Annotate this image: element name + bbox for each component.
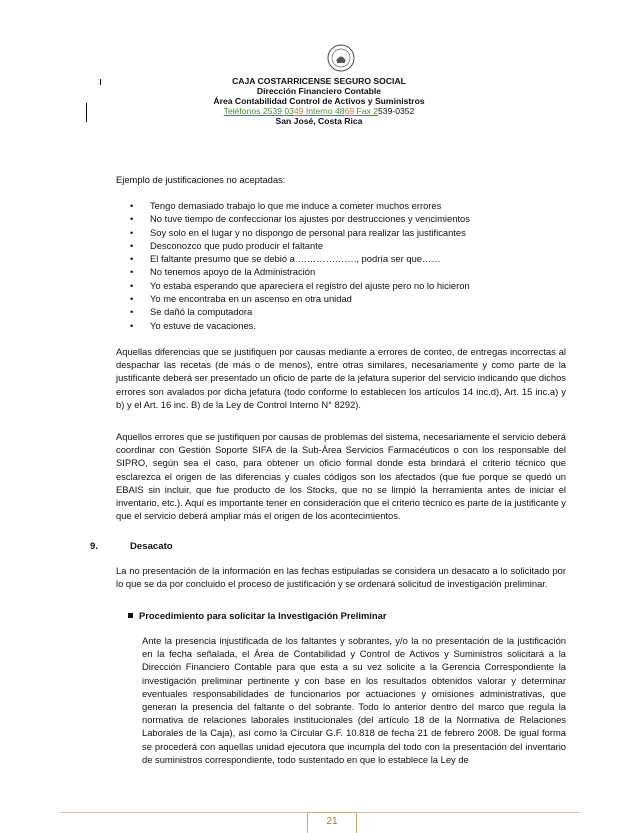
section-title: Desacato — [130, 541, 173, 552]
procedure-heading-text: Procedimiento para solicitar la Investigación Preliminar — [139, 610, 387, 621]
ccss-seal-logo — [327, 44, 355, 72]
list-item: • Tengo demasiado trabajo lo que me induce a cometer muchos errores — [130, 199, 470, 212]
phones-link-d[interactable]: 69 — [344, 106, 357, 116]
list-item: • Yo estaba esperando que apareciera el registro del ajuste pero no lo hicieron — [130, 279, 470, 292]
header-city: San José, Costa Rica — [275, 116, 363, 126]
list-item: • Soy solo en el lugar y no dispongo de personal para realizar las justificantes — [130, 226, 470, 239]
paragraph-count-errors: Aquellas diferencias que se justifiquen por causas mediante a errores de conteo, de entregas incorrectas al despachar las recetas (de más o de menos), entre otras similares, necesariamente y como parte de la justificante deberá ser presentado un oficio de parte de la jefatura superior del servicio indicando que dichos errores son avalados por dicha jefatura (todo conforme lo establecen los artículos 14 inc.d), Art. 15 inc.a) y b) y el Art. 16 inc. B) de la Ley de Control Interno N° 8292). — [116, 346, 566, 410]
unaccepted-justifications-list — [130, 199, 470, 332]
list-item: • No tuve tiempo de confeccionar los ajustes por destrucciones y vencimientos — [130, 212, 470, 225]
list-item: • Yo estuve de vacaciones. — [130, 319, 470, 332]
header-left-bar — [86, 103, 87, 122]
list-item: • Desconozco que pudo producir el faltante — [130, 239, 470, 252]
list-item: • Se dañó la computadora — [130, 305, 470, 318]
procedure-heading — [128, 610, 386, 621]
header-phones — [0, 106, 638, 117]
list-item: • Yo me encontraba en un ascenso en otra unidad — [130, 292, 470, 305]
list-item: • El faltante presumo que se debió a ………………., podría ser que…… — [130, 252, 470, 265]
phones-tail: 539-0352 — [378, 106, 415, 116]
phones-link-a[interactable]: Teléfonos 2539 03 — [223, 106, 294, 116]
page-number: 21 — [307, 812, 357, 833]
header-org: CAJA COSTARRICENSE SEGURO SOCIAL — [232, 76, 406, 86]
header-area: Área Contabilidad Control de Activos y Suministros — [213, 96, 425, 106]
phones-link-b[interactable]: 49 — [293, 106, 304, 116]
phones-link-e[interactable]: Fax 2 — [356, 106, 379, 116]
list-item: • No tenemos apoyo de la Administración — [130, 265, 470, 278]
square-bullet-icon — [128, 613, 133, 618]
phones-link-c[interactable]: Interno 48 — [303, 106, 345, 116]
paragraph-procedure: Ante la presencia injustificada de los faltantes y sobrantes, y/o la no presentación de la justificación en la fecha señalada, el Área de Contabilidad y Control de Activos y Suministros solicitará a la Dirección Financiero Contable para que esta a su vez solicite a la Gerencia Correspondiente la investigación preliminar pertinente y con base en los resultados obtenidos valorar y determinar eventuales responsabilidades de funcionarios por actuaciones y omisiones administrativas, que generan la presencia del faltante o del sobrante. Todo lo anterior dentro del marco que regula la normativa de relaciones laborales institucionales (del artículo 18 de la Normativa de Relaciones Laborales de la Caja), así como la Circular G.F. 10.818 de fecha 21 de febrero 2008. De igual forma se procederá con aquellas unidad ejecutora que incumpla del todo con la presentación del inventario de suministros correspondiente, todo sustentado en que lo establece la Ley de — [142, 635, 566, 765]
intro-text: Ejemplo de justificaciones no aceptadas: — [116, 174, 286, 185]
paragraph-system-errors: Aquellos errores que se justifiquen por causas de problemas del sistema, necesariamente el servicio deberá coordinar con Gestión Soporte SIFA de la Sub-Área Servicios Farmacéuticos o con los responsable del SIPRO, según sea el caso, para obtener un oficio formal donde esta brindará el criterio técnico que esclarezca el origen de las diferencias y cuales códigos son los afectados (que fue porque se quedó un EBAIS sin incluir, que fue producto de los Stocks, que no se limpió la herramienta antes de iniciar el inventario, etc.). Aquí es importante tener en consideración que el criterio técnico es parte de la justificante y que el servicio deberá ampliar más el origen de los acontecimientos. — [116, 431, 566, 522]
paragraph-desacato: La no presentación de la información en las fechas estipuladas se considera un desacato a lo solicitado por lo que se da por concluido el proceso de justificación y se ordenará solicitud de investigación preliminar. — [116, 565, 566, 590]
section-number: 9. — [90, 541, 99, 552]
header-direction: Dirección Financiero Contable — [256, 86, 382, 96]
